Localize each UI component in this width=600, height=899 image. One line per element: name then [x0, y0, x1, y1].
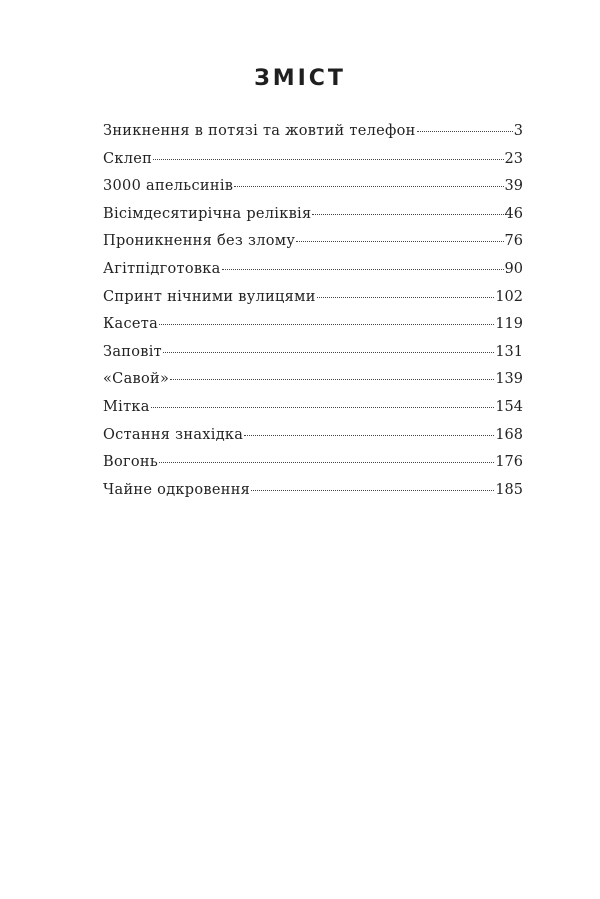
- toc-entry: [103, 233, 523, 261]
- toc-entry-page-number: 39: [504, 178, 523, 195]
- toc-entry-page-number: 46: [504, 205, 523, 222]
- toc-entry: [103, 454, 523, 482]
- toc-entry: [103, 344, 523, 372]
- dot-leader: [163, 352, 494, 353]
- dot-leader: [417, 131, 513, 132]
- toc-entry-page-number: 119: [495, 316, 523, 333]
- table-of-contents: [103, 123, 523, 509]
- toc-entry-title: Заповіт: [103, 343, 162, 360]
- toc-entry-page-number: 102: [495, 288, 523, 305]
- toc-entry: [103, 123, 523, 151]
- toc-entry-title: Вогонь: [103, 454, 159, 471]
- toc-entry-page-number: 185: [495, 481, 523, 498]
- page-title: ЗМІСТ: [254, 66, 346, 91]
- dot-leader: [234, 186, 503, 187]
- dot-leader: [159, 324, 494, 325]
- toc-entry-page-number: 154: [495, 398, 523, 415]
- toc-entry-title: «Савой»: [103, 371, 170, 388]
- toc-entry: [103, 206, 523, 234]
- toc-entry-page-number: 168: [495, 426, 523, 443]
- toc-entry-page-number: 176: [495, 454, 523, 471]
- toc-entry-title: Касета: [103, 316, 159, 333]
- dot-leader: [151, 407, 495, 408]
- toc-entry: [103, 399, 523, 427]
- toc-entry: [103, 482, 523, 510]
- dot-leader: [159, 462, 494, 463]
- toc-entry: [103, 371, 523, 399]
- toc-entry-title: Вісімдесятирічна реліквія: [103, 205, 312, 222]
- toc-entry-title: Зникнення в потязі та жовтий телефон: [103, 123, 416, 139]
- toc-entry-title: Склеп: [103, 150, 153, 167]
- toc-entry-title: Спринт нічними вулицями: [103, 288, 316, 305]
- toc-entry-title: Проникнення без злому: [103, 233, 296, 250]
- dot-leader: [251, 490, 494, 491]
- toc-entry-page-number: 76: [504, 233, 523, 250]
- dot-leader: [296, 241, 503, 242]
- toc-entry-title: 3000 апельсинів: [103, 178, 234, 195]
- toc-entry-page-number: 23: [504, 150, 523, 167]
- toc-entry-title: Чайне одкровення: [103, 481, 251, 498]
- toc-entry: [103, 427, 523, 455]
- dot-leader: [153, 159, 503, 160]
- toc-entry-title: Остання знахідка: [103, 426, 244, 443]
- dot-leader: [317, 297, 495, 298]
- toc-entry: [103, 151, 523, 179]
- toc-entry: [103, 261, 523, 289]
- toc-entry-page-number: 131: [495, 343, 523, 360]
- toc-entry-title: Мітка: [103, 398, 150, 415]
- toc-entry: [103, 178, 523, 206]
- toc-entry-page-number: 3: [513, 123, 523, 139]
- toc-entry-page-number: 139: [495, 371, 523, 388]
- dot-leader: [244, 435, 494, 436]
- toc-entry-title: Агітпідготовка: [103, 260, 221, 277]
- toc-entry: [103, 316, 523, 344]
- dot-leader: [312, 214, 503, 215]
- dot-leader: [222, 269, 504, 270]
- toc-entry: [103, 289, 523, 317]
- dot-leader: [170, 379, 494, 380]
- toc-entry-page-number: 90: [504, 260, 523, 277]
